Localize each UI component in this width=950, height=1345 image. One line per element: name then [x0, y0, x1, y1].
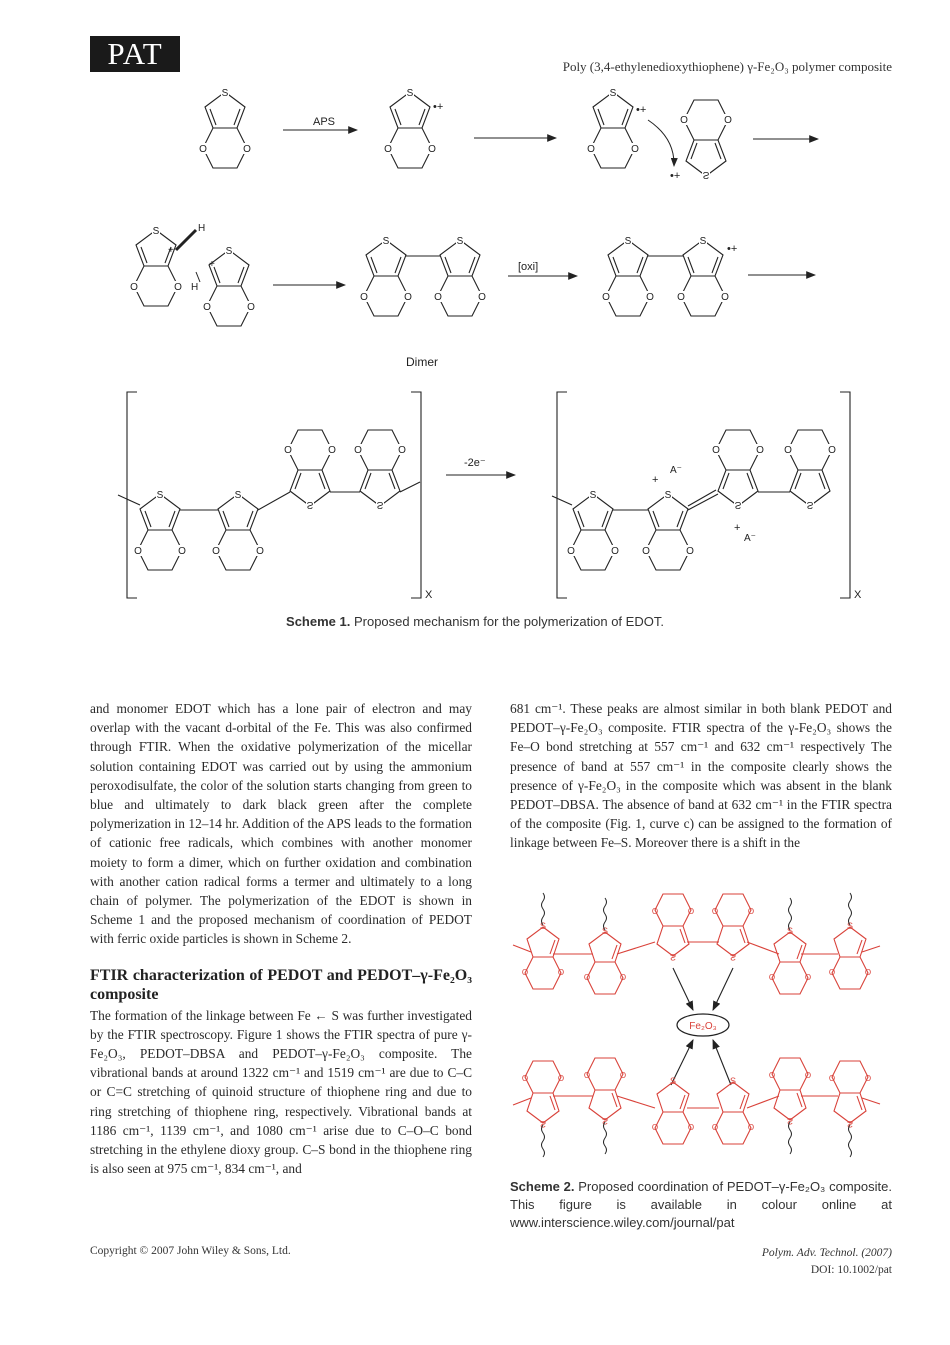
footer-copyright: Copyright © 2007 John Wiley & Sons, Ltd.	[90, 1245, 291, 1257]
body-paragraph-left-2: The formation of the linkage between Fe ← S was further investigated by the FTIR spectroscopy. Figure 1 shows the FTIR spectra of pure γ-Fe₂O₃, PEDOT–DBSA and PEDOT–γ-Fe₂O₃ composite. The vibrational bands at around 1322 cm⁻¹ and 1519 cm⁻¹ are due to C–C or C=C stretching of quinoid structure of thiophene ring and due to ring stretching of thiophene ring, respectively. Vibrational bands at 1186 cm⁻¹, 1139 cm⁻¹, and 1080 cm⁻¹ arise due to C–O–C bond stretching in the ethylene dioxy group. C–S bond in the thiophene ring is also seen at 975 cm⁻¹, 834 cm⁻¹, and	[90, 1007, 472, 1177]
polymer-unit-4	[354, 430, 406, 511]
scheme1-caption-label: Scheme 1.	[286, 614, 351, 629]
dimer-unit-2	[434, 235, 486, 316]
oxidized-dimer-2	[677, 235, 729, 316]
svg-text:•+: •+	[670, 170, 681, 182]
dimer-intermediate-b	[203, 245, 255, 326]
svg-text:•+: •+	[433, 101, 444, 113]
label-dimer: Dimer	[406, 355, 438, 369]
edot-radical-cation	[384, 87, 436, 168]
oxidized-dimer-1	[602, 235, 654, 316]
svg-text:+: +	[209, 259, 215, 270]
footer-doi: DOI: 10.1002/pat	[810, 1264, 892, 1276]
svg-text:+: +	[734, 522, 741, 534]
doped-unit-2	[642, 489, 694, 570]
scheme2-bottom-chain	[513, 1058, 880, 1157]
section-heading: FTIR characterization of PEDOT and PEDOT–γ-Fe₂O₃ composite	[90, 966, 472, 1003]
scheme2-caption	[510, 1178, 892, 1232]
polymer-unit-1	[134, 489, 186, 570]
edot-monomer	[199, 87, 251, 168]
svg-text:+: +	[168, 245, 174, 256]
svg-text:A⁻: A⁻	[744, 533, 756, 544]
scheme2-caption-label: Scheme 2.	[510, 1179, 575, 1194]
scheme1-caption-text: Proposed mechanism for the polymerization of EDOT.	[350, 614, 664, 629]
scheme1-figure: O APS •+ •+ •+ H H + + Dimer [oxi] •+ X -2e⁻ X + A⁻ + A⁻	[18, 16, 862, 601]
label-oxi: [oxi]	[518, 261, 539, 273]
scheme1-caption	[0, 614, 950, 629]
footer-citation	[762, 1245, 892, 1279]
scheme2-caption-text: Proposed coordination of PEDOT–γ-Fe₂O₃ composite. This figure is available in colour online at www.interscience.wiley.com/journal/pat	[510, 1179, 892, 1230]
doped-unit-3	[712, 430, 764, 511]
polymer-unit-2	[212, 489, 264, 570]
running-title: Poly (3,4-ethylenedioxythiophene) γ-Fe₂O₃ polymer composite	[562, 59, 892, 74]
label-minus-2e: -2e⁻	[464, 457, 486, 469]
doped-unit-4	[784, 430, 836, 511]
dimer-intermediate-a	[130, 225, 182, 306]
footer-journal: Polym. Adv. Technol. (2007)	[761, 1247, 892, 1259]
svg-text:•+: •+	[727, 243, 738, 255]
left-column	[90, 699, 472, 1178]
label-x1: X	[425, 589, 433, 601]
doped-unit-1	[567, 489, 619, 570]
svg-text:A⁻: A⁻	[670, 465, 682, 476]
svg-text:H: H	[191, 282, 199, 293]
body-paragraph-right: 681 cm⁻¹. These peaks are almost similar in both blank PEDOT and PEDOT–γ-Fe₂O₃ composite. FTIR spectra of the γ-Fe₂O₃ shows the Fe–O bond stretching at 557 cm⁻¹ and 632 cm⁻¹ respectively The presence of band at 557 cm⁻¹ in the composite clearly shows the presence of γ-Fe₂O₃ in the composite which was absent in the blank PEDOT–DBSA. The absence of band at 632 cm⁻¹ in the FTIR spectra of the composite (Fig. 1, curve c) can be assigned to the formation of linkage between Fe–S. Moreover there is a shift in the	[510, 701, 892, 851]
scheme2-figure: S O O Fe₂O₃	[505, 880, 895, 1170]
body-paragraph-left-1: and monomer EDOT which has a lone pair of electron and may overlap with the vacant d-orbital of the Fe. This was also confirmed through FTIR. When the oxidative polymerization of the micellar solution containing EDOT was carried out by using the ammonium peroxodisulfate, the color of the solution starts changing from green to blue and ultimately to dark black green after the complete polymerization in 12–14 hr. Addition of the APS leads to the formation of cationic free radicals, which combines with another monomer moiety to form a dimer, which on further oxidation and combination with another cation radical forms a termer and ultimately to a long chain of polymer. The polymerization of the EDOT is shown in Scheme 1 and the proposed mechanism of coordination of PEDOT with ferric oxide particles is shown in Scheme 2.	[90, 701, 472, 947]
edot-radical-cation-2	[587, 87, 639, 168]
svg-text:•+: •+	[636, 104, 647, 116]
journal-logo: PAT	[90, 36, 180, 72]
scheme2-top-chain	[513, 893, 880, 994]
label-x2: X	[854, 589, 862, 601]
svg-text:H: H	[198, 223, 206, 234]
svg-text:+: +	[652, 474, 659, 486]
label-aps: APS	[313, 116, 336, 128]
edot-radical-cation-3	[680, 100, 732, 181]
fe2o3-label: Fe₂O₃	[689, 1021, 717, 1032]
right-column	[510, 699, 892, 853]
polymer-unit-3	[284, 430, 336, 511]
dimer-unit-1	[360, 235, 412, 316]
